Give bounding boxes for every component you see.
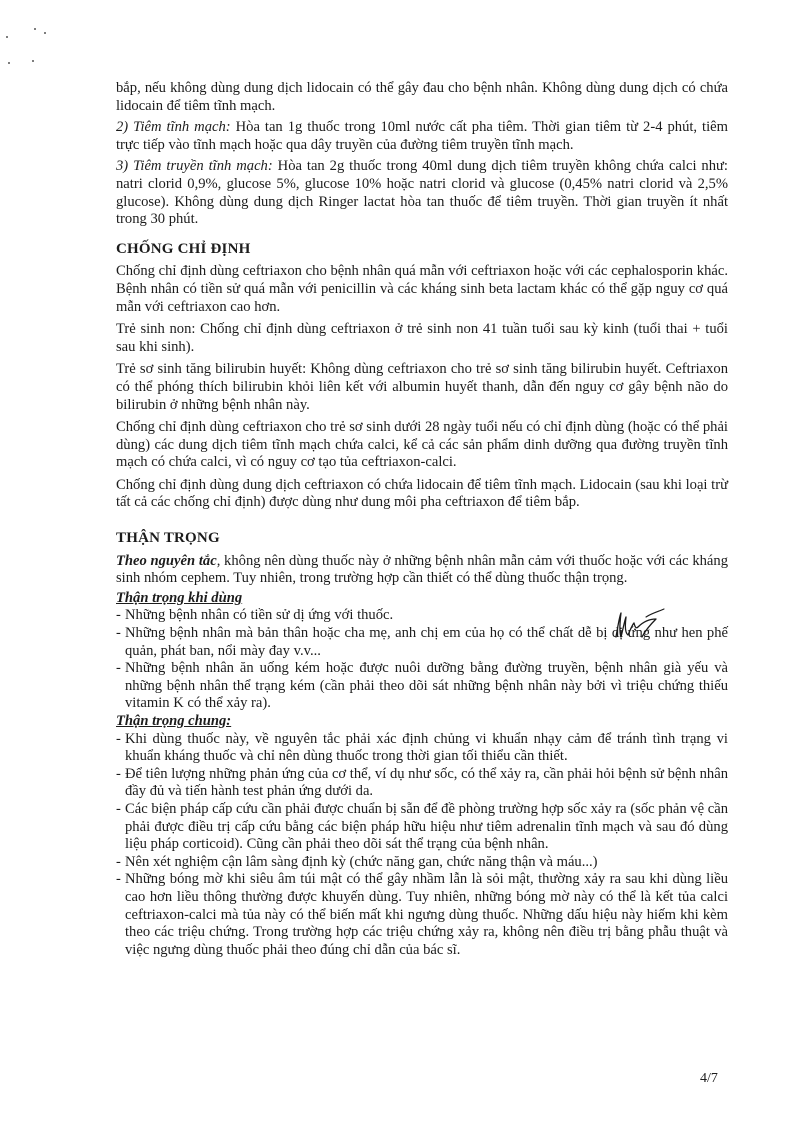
contraindication-paragraph: Chống chỉ định dùng dung dịch ceftriaxon có chứa lidocain để tiêm tĩnh mạch. Lidocain (sau khi loại trừ tất cả các chống chỉ định) được dùng như dung môi pha ceftriaxon để tiêm bắp.	[116, 476, 728, 511]
precautions-when-using-heading: Thận trọng khi dùng	[116, 589, 243, 606]
list-item: - Những bệnh nhân có tiền sử dị ứng với thuốc.	[116, 607, 728, 625]
general-precautions-heading: Thận trọng chung:	[116, 713, 232, 729]
contraindication-paragraph: Chống chỉ định dùng ceftriaxon cho bệnh nhân quá mẫn với ceftriaxon hoặc với các cephalosporin khác. Bệnh nhân có tiền sử quá mẫn với penicillin và các kháng sinh beta lactam khác có thể gặp nguy cơ quá mẫn với ceftriaxon cao hơn.	[116, 263, 728, 315]
iv-injection-label: 2) Tiêm tĩnh mạch:	[116, 119, 231, 136]
contraindications-heading: CHỐNG CHỈ ĐỊNH	[116, 240, 251, 257]
list-item: - Những bệnh nhân mà bản thân hoặc cha mẹ, anh chị em của họ có thể chất dễ bị dị ứng như hen phế quản, phát ban, nổi mày đay v.v...	[116, 625, 728, 660]
list-item: - Những bóng mờ khi siêu âm túi mật có thể gây nhầm lẫn là sỏi mật, thường xảy ra sau khi dùng liều cao hơn liều thông thường được khuyến dùng. Tuy nhiên, những bóng mờ này có thể là kết tủa calci ceftriaxon-calci mà tủa này có thể biến mất khi ngưng dùng thuốc. Những dấu hiệu này hiếm khi kèm theo các triệu chứng. Trong trường hợp các triệu chứng xảy ra, không nên điều trị bằng phẫu thuật và việc ngưng dùng thuốc phải theo đúng chỉ dẫn của bác sĩ.	[116, 871, 728, 959]
list-item: - Khi dùng thuốc này, về nguyên tắc phải xác định chủng vi khuẩn nhạy cảm để tránh tình trạng vi khuẩn kháng thuốc và chỉ nên dùng thuốc trong thời gian tối thiểu cần thiết.	[116, 731, 728, 766]
handwritten-signature	[612, 607, 668, 647]
precautions-lead-label: Theo nguyên tắc	[116, 552, 217, 569]
iv-infusion-text: Hòa tan 2g thuốc trong 40ml dung dịch tiêm truyền không chứa calci như: natri clorid 0,9%, glucose 5%, glucose 10% hoặc natri clorid và glucose (0,45% natri clorid và 2,5% glucose). Không dùng dung dịch Ringer lactat hòa tan thuốc để tiêm truyền. Thời gian truyền ít nhất trong 30 phút.	[116, 158, 728, 228]
page-number: 4/7	[700, 1071, 718, 1086]
precautions-lead-text: , không nên dùng thuốc này ở những bệnh nhân mẫn cảm với thuốc hoặc với các kháng sinh nhóm cephem. Tuy nhiên, trong trường hợp cần thiết có thể dùng thuốc thận trọng.	[116, 552, 728, 587]
list-item: - Nên xét nghiệm cận lâm sàng định kỳ (chức năng gan, chức năng thận và máu...)	[116, 854, 728, 872]
contraindication-paragraph: Chống chỉ định dùng ceftriaxon cho trẻ sơ sinh dưới 28 ngày tuổi nếu có chỉ định dùng (hoặc có thể phải dùng) các dung dịch tiêm tĩnh mạch chứa calci, kể cả các sản phẩm dinh dưỡng qua đường truyền tĩnh mạch có chứa calci, vì có nguy cơ tạo tủa ceftriaxon-calci.	[116, 419, 728, 471]
precautions-heading: THẬN TRỌNG	[116, 530, 220, 547]
intro-paragraph-2	[116, 119, 728, 154]
intro-paragraph-3	[116, 158, 728, 228]
scan-specks	[6, 28, 46, 78]
precautions-lead	[116, 553, 728, 588]
administration-continued	[116, 80, 728, 229]
general-precautions-list	[116, 731, 728, 960]
contraindication-paragraph: Trẻ sơ sinh tăng bilirubin huyết: Không dùng ceftriaxon cho trẻ sơ sinh tăng bilirubin huyết. Ceftriaxon có thể phóng thích bilirubin khỏi liên kết với albumin huyết thanh, dẫn đến nguy cơ gây bệnh não do bilirubin ở những bệnh nhân này.	[116, 361, 728, 413]
contraindications-section	[116, 263, 728, 512]
list-item: - Các biện pháp cấp cứu cần phải được chuẩn bị sẵn để đề phòng trường hợp sốc xảy ra (sốc phản vệ cần phải được điều trị cấp cứu bằng các biện pháp hữu hiệu như tiêm adrenalin tĩnh mạch và sau đó dùng liệu pháp corticoid). Cũng cần phải theo dõi sát thể trạng của bệnh nhân.	[116, 801, 728, 854]
iv-injection-text: Hòa tan 1g thuốc trong 10ml nước cất pha tiêm. Thời gian tiêm từ 2-4 phút, tiêm trực tiếp vào tĩnh mạch hoặc qua dây truyền của đường tiêm truyền tĩnh mạch.	[116, 119, 728, 153]
contraindication-paragraph: Trẻ sinh non: Chống chỉ định dùng ceftriaxon ở trẻ sinh non 41 tuần tuổi sau kỳ kinh (tuổi thai + tuổi sau khi sinh).	[116, 321, 728, 355]
list-item: - Để tiên lượng những phản ứng của cơ thể, ví dụ như sốc, có thể xảy ra, cần phải hỏi bệnh sử bệnh nhân đầy đủ và tiến hành test phản ứng dưới da.	[116, 766, 728, 801]
list-item: - Những bệnh nhân ăn uống kém hoặc được nuôi dưỡng bằng đường truyền, bệnh nhân già yếu và những bệnh nhân thể trạng kém (cần phải theo dõi sát những bệnh nhân này bởi vì triệu chứng thiếu vitamin K có thể xảy ra).	[116, 660, 728, 713]
intro-paragraph-1: bắp, nếu không dùng dung dịch lidocain có thể gây đau cho bệnh nhân. Không dùng dung dịch có chứa lidocain để tiêm tĩnh mạch.	[116, 80, 728, 114]
iv-infusion-label: 3) Tiêm truyền tĩnh mạch:	[116, 158, 273, 175]
document-page	[116, 80, 728, 959]
